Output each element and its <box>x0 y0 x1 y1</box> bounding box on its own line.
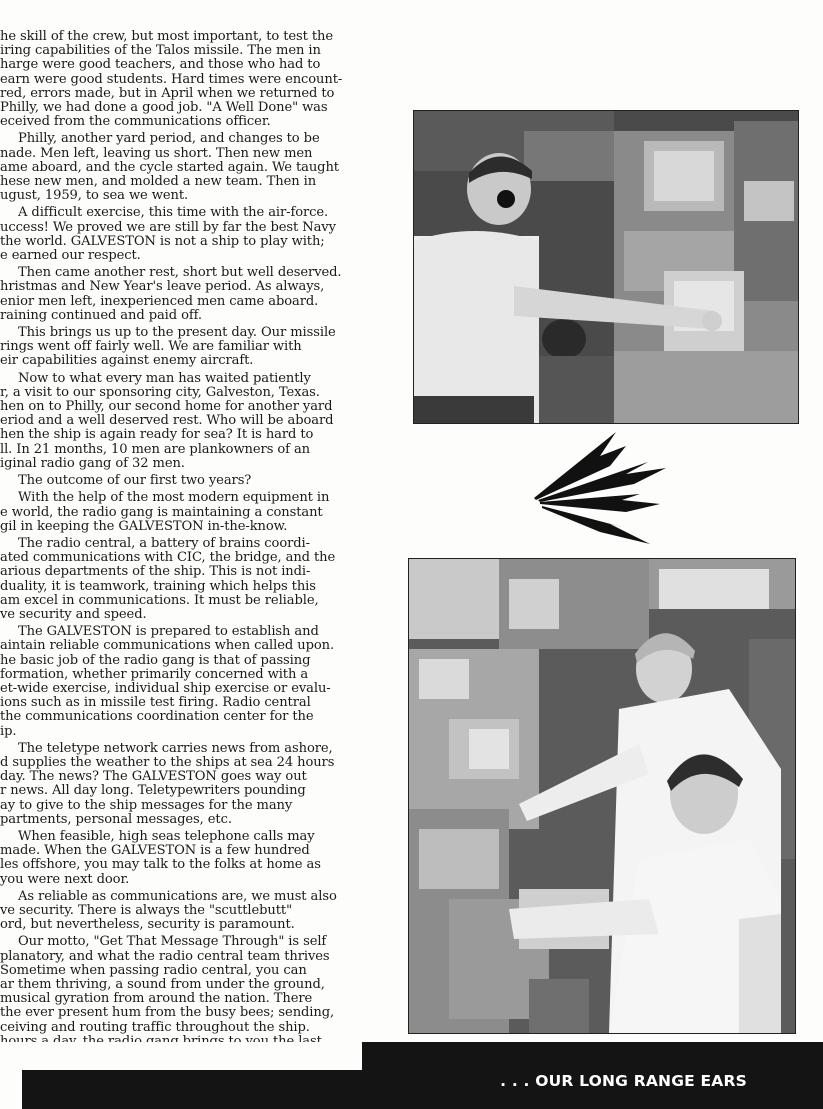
article-line: eriod and a well deserved rest. Who will be aboard <box>0 414 334 429</box>
article-line: Philly, another yard period, and changes to be <box>18 132 320 147</box>
article-line: you were next door. <box>0 872 130 887</box>
article-line: gil in keeping the GALVESTON in-the-know. <box>0 519 288 534</box>
article-line: Our motto, "Get That Message Through" is self <box>18 935 327 950</box>
article-line: This brings us up to the present day. Our missile <box>18 326 336 341</box>
article-paragraph <box>0 326 372 369</box>
article-line: he skill of the crew, but most important, to test the <box>0 30 334 44</box>
article-paragraph <box>0 742 372 827</box>
article-line: musical gyration from around the nation. There <box>0 992 313 1007</box>
article-line: red, errors made, but in April when we returned to <box>0 86 335 101</box>
article-line: ar them thriving, a sound from under the ground, <box>0 978 325 992</box>
article-line: eceived from the communications officer. <box>0 115 271 130</box>
article-paragraph <box>0 132 372 203</box>
article-line: iring capabilities of the Talos missile. The men in <box>0 44 321 59</box>
article-line: ated communications with CIC, the bridge, and the <box>0 551 336 566</box>
article-line: aintain reliable communications when called upon. <box>0 639 335 654</box>
article-line: ame aboard, and the cycle started again. We taught <box>0 160 339 175</box>
article-line: As reliable as communications are, we must also <box>18 889 337 904</box>
article-line: eir capabilities against enemy aircraft. <box>0 354 254 369</box>
article-line: ay to give to the ship messages for the many <box>0 798 293 813</box>
article-paragraph <box>0 206 372 263</box>
article-line: Then came another rest, short but well deserved. <box>18 266 342 281</box>
article-line: ve security. There is always the "scuttlebutt" <box>0 903 293 918</box>
article-paragraph <box>0 266 372 323</box>
article-line: uccess! We proved we are still by far the best Navy <box>0 220 336 235</box>
article-paragraph <box>0 30 372 129</box>
article-line: ip. <box>0 724 17 739</box>
article-line: ions such as in missile test firing. Radio central <box>0 696 311 711</box>
article-line: r news. All day long. Teletypewriters pounding <box>0 784 306 799</box>
article-line: he basic job of the radio gang is that of passing <box>0 653 311 668</box>
article-line: arious departments of the ship. This is not indi- <box>0 565 311 580</box>
article-line: planatory, and what the radio central team thrives <box>0 949 330 964</box>
article-line: r, a visit to our sponsoring city, Galveston, Texas. <box>0 385 320 400</box>
article-line: iginal radio gang of 32 men. <box>0 456 185 471</box>
article-line: Philly, we had done a good job. "A Well Done" was <box>0 101 328 116</box>
article-text <box>0 30 372 1066</box>
article-line: The radio central, a battery of brains coordi- <box>18 536 310 551</box>
lightning-bolts-icon <box>530 432 670 548</box>
article-paragraph <box>0 372 372 471</box>
photo-caption: . . . OUR LONG RANGE EARS <box>500 1072 747 1090</box>
article-line: the communications coordination center for the <box>0 710 314 725</box>
article-line: partments, personal messages, etc. <box>0 812 232 827</box>
article-line: ugust, 1959, to sea we went. <box>0 189 189 204</box>
article-line: made. When the GALVESTON is a few hundred <box>0 844 310 859</box>
article-line: e world, the radio gang is maintaining a constant <box>0 505 323 520</box>
article-line: duality, it is teamwork, training which helps this <box>0 579 316 594</box>
article-line: ord, but nevertheless, security is paramount. <box>0 918 295 933</box>
article-paragraph <box>0 625 372 739</box>
article-line: ve security and speed. <box>0 607 147 622</box>
article-line: Sometime when passing radio central, you can <box>0 963 307 978</box>
article-line: e earned our respect. <box>0 249 141 264</box>
article-line: am excel in communications. It must be reliable, <box>0 593 319 608</box>
photo-teletype-operators-image <box>409 559 795 1033</box>
article-line: The GALVESTON is prepared to establish and <box>18 625 319 640</box>
article-paragraph <box>0 830 372 887</box>
article-line: the ever present hum from the busy bees; sending, <box>0 1006 335 1021</box>
article-paragraph <box>0 491 372 534</box>
article-line: les offshore, you may talk to the folks at home as <box>0 858 321 873</box>
article-line: formation, whether primarily concerned with a <box>0 667 309 682</box>
article-line: The teletype network carries news from ashore, <box>18 741 333 756</box>
article-line: earn were good students. Hard times were encount- <box>0 72 343 87</box>
article-line: the world. GALVESTON is not a ship to play with; <box>0 234 325 249</box>
article-line: hese new men, and molded a new team. Then in <box>0 175 317 190</box>
photo-radioman-headset-image <box>414 111 798 423</box>
article-line: et-wide exercise, individual ship exercise or evalu- <box>0 681 331 696</box>
article-line: rings went off fairly well. We are familiar with <box>0 340 302 355</box>
article-line: With the help of the most modern equipment in <box>18 491 330 506</box>
article-line: hen the ship is again ready for sea? It is hard to <box>0 428 314 443</box>
article-paragraph <box>0 890 372 933</box>
article-line: enior men left, inexperienced men came aboard. <box>0 294 319 309</box>
article-line: ll. In 21 months, 10 men are plankowners of an <box>0 442 311 457</box>
article-line: A difficult exercise, this time with the air-force. <box>18 206 329 221</box>
footer-text-backing <box>0 1042 362 1070</box>
photo-teletype-operators <box>408 558 796 1034</box>
article-paragraph <box>0 474 372 488</box>
article-line: nade. Men left, leaving us short. Then new men <box>0 146 313 161</box>
article-paragraph <box>0 537 372 622</box>
article-line: harge were good teachers, and those who had to <box>0 58 321 73</box>
article-line: When feasible, high seas telephone calls may <box>18 829 315 844</box>
article-line: ceiving and routing traffic throughout the ship. <box>0 1020 310 1035</box>
article-line: The outcome of our first two years? <box>18 474 252 489</box>
article-line: hristmas and New Year's leave period. As always, <box>0 280 325 295</box>
article-line: day. The news? The GALVESTON goes way out <box>0 770 307 785</box>
article-line: raining continued and paid off. <box>0 308 202 323</box>
lightning-bolts-graphic <box>530 432 670 548</box>
article-line: hen on to Philly, our second home for another yard <box>0 400 333 415</box>
article-line: d supplies the weather to the ships at sea 24 hours <box>0 755 335 770</box>
photo-radioman-headset <box>413 110 799 424</box>
article-line: Now to what every man has waited patiently <box>18 371 311 386</box>
